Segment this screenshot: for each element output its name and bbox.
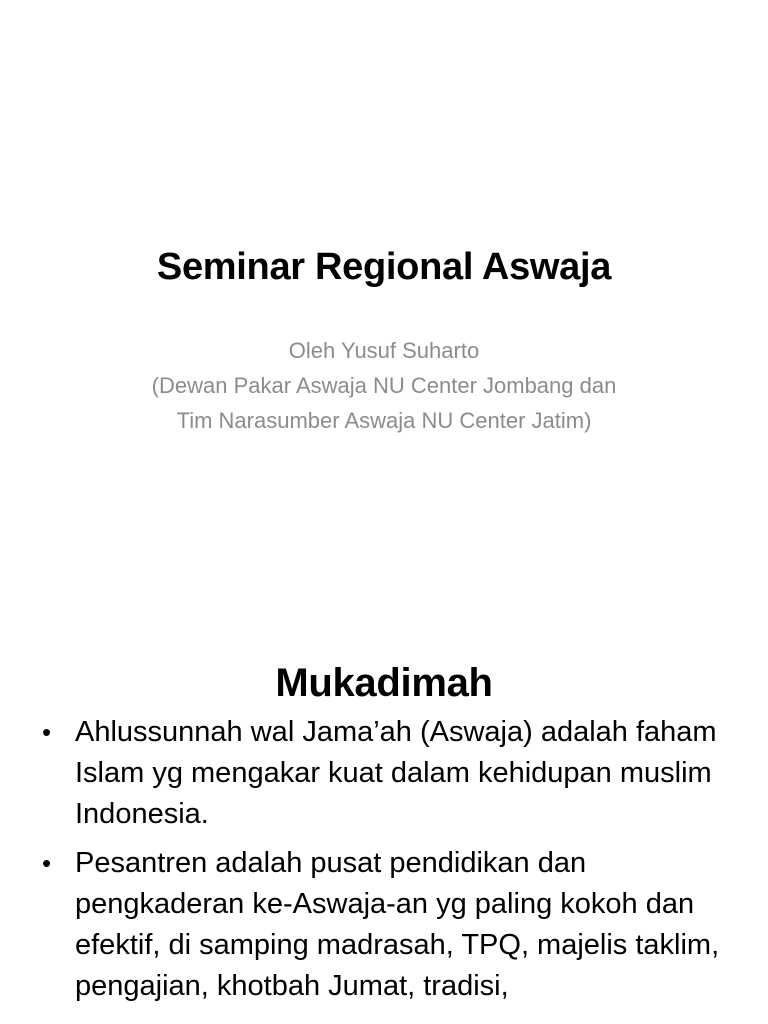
slide-title-heading: Seminar Regional Aswaja <box>156 246 612 289</box>
subtitle-affiliation-1: (Dewan Pakar Aswaja NU Center Jombang dan <box>151 373 617 398</box>
slide-mukadimah <box>0 576 768 1024</box>
bullet-icon: • <box>42 717 52 747</box>
bullet-text: Pesantren adalah pusat pendidikan dan pengkaderan ke-Aswaja-an yg paling kokoh dan efektif, di samping madrasah, TPQ, majelis taklim, pengajian, khotbah Jumat, tradisi, <box>75 847 720 1002</box>
subtitle-affiliation-2: Tim Narasumber Aswaja NU Center Jatim) <box>176 408 592 433</box>
bullet-item <box>42 712 742 835</box>
bullet-icon: • <box>42 848 52 878</box>
slide-heading: Mukadimah <box>275 661 493 706</box>
bullet-text: Ahlussunnah wal Jama’ah (Aswaja) adalah faham Islam yg mengakar kuat dalam kehidupan muslim Indonesia. <box>75 716 717 830</box>
subtitle-author: Oleh Yusuf Suharto <box>288 338 480 363</box>
slide-subtitle <box>0 333 768 438</box>
bullet-list <box>42 712 742 1015</box>
bullet-item <box>42 843 742 1007</box>
